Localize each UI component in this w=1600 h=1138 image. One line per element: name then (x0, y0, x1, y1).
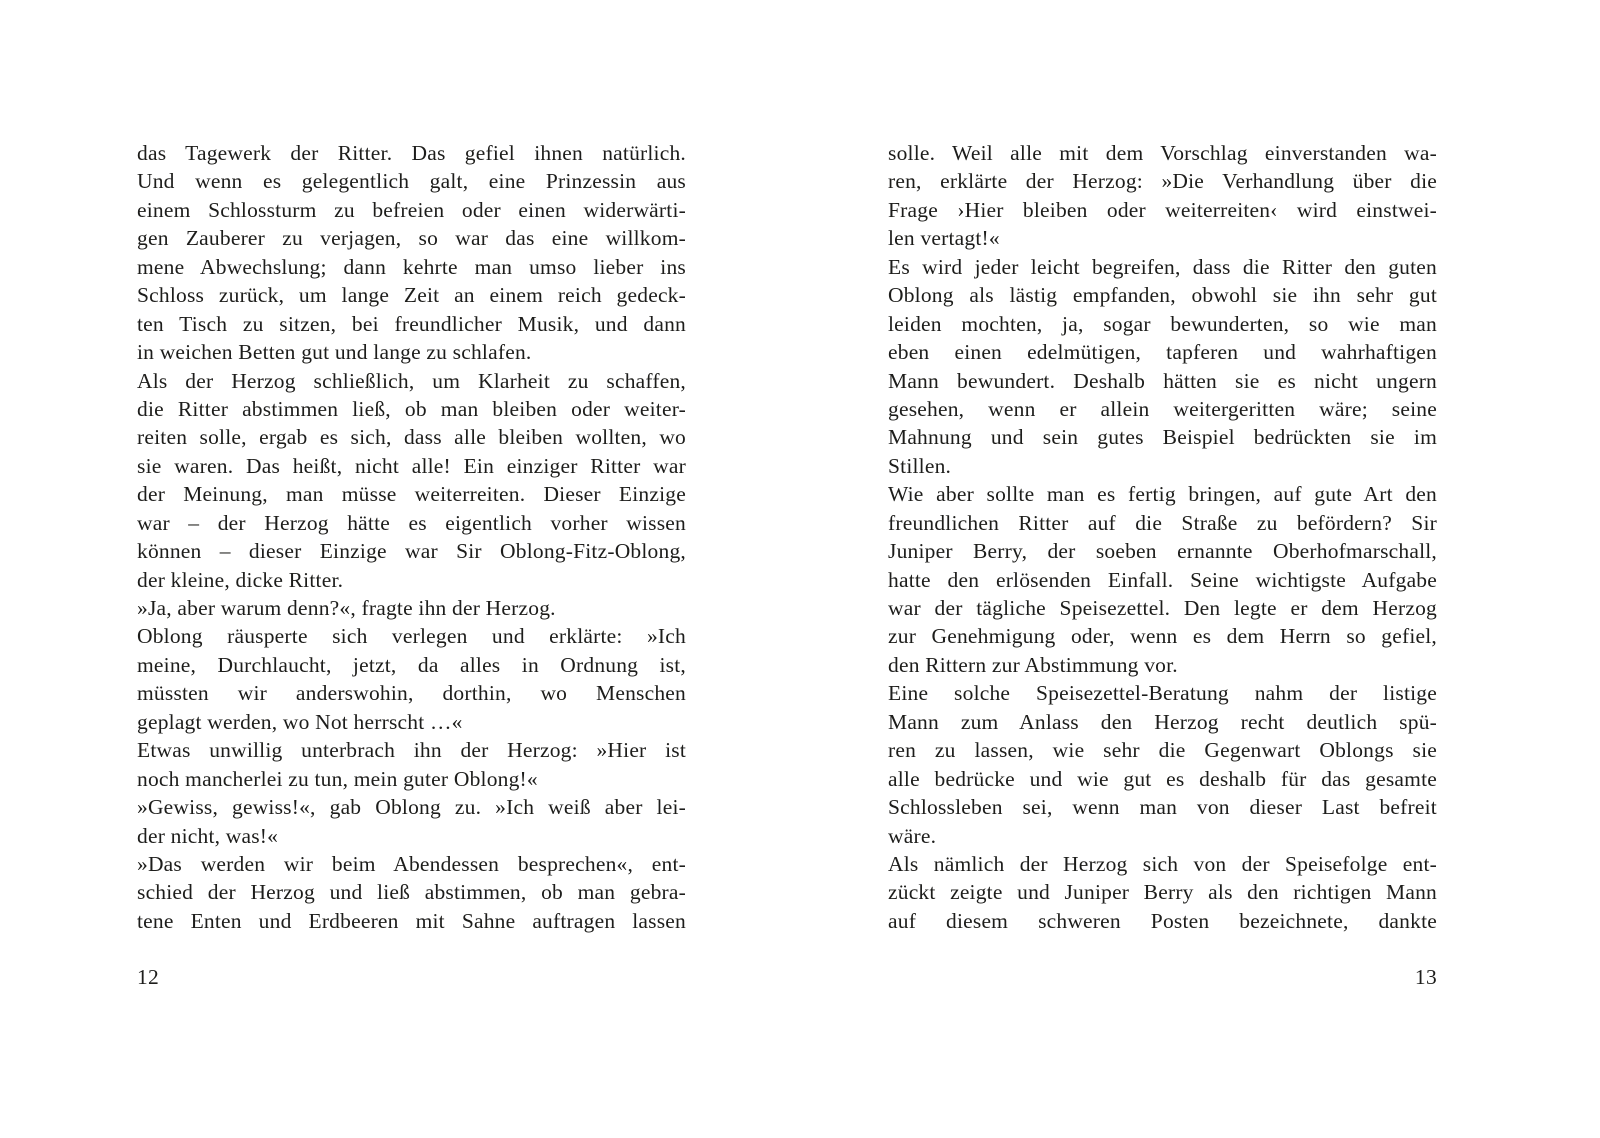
text-line: in weichen Betten gut und lange zu schlafen. (137, 340, 532, 365)
text-line: der nicht, was!« (137, 823, 279, 848)
text-line: war – der Herzog hätte es eigentlich vorher wissen (137, 510, 686, 535)
text-line: »Ja, aber warum denn?«, fragte ihn der Herzog. (137, 596, 556, 620)
text-line: Stillen. (888, 453, 952, 478)
text-line: solle. Weil alle mit dem Vorschlag einverstanden wa- (888, 141, 1437, 165)
text-line: gen Zauberer zu verjagen, so war das eine willkom- (137, 226, 686, 251)
text-line: den Rittern zur Abstimmung vor. (888, 652, 1178, 677)
text-line: auf diesem schweren Posten bezeichnete, dankte (888, 908, 1437, 933)
page-number-left: 12 (137, 965, 160, 989)
text-line: hatte den erlösenden Einfall. Seine wichtigste Aufgabe (888, 567, 1437, 592)
text-line: zur Genehmigung oder, wenn es dem Herrn so gefiel, (888, 624, 1437, 649)
text-line: Mann bewundert. Deshalb hätten sie es nicht ungern (888, 368, 1437, 393)
text-line: Es wird jeder leicht begreifen, dass die Ritter den guten (888, 254, 1437, 279)
text-line: Und wenn es gelegentlich galt, eine Prinzessin aus (137, 169, 686, 194)
page-left-text (137, 139, 686, 935)
text-line: der Meinung, man müsse weiterreiten. Dieser Einzige (137, 482, 686, 507)
text-line: schied der Herzog und ließ abstimmen, ob man gebra- (137, 880, 686, 905)
text-line: Juniper Berry, der soeben ernannte Oberhofmarschall, (888, 539, 1437, 564)
text-line: »Gewiss, gewiss!«, gab Oblong zu. »Ich weiß aber lei- (137, 795, 686, 820)
text-line: Mann zum Anlass den Herzog recht deutlich spü- (888, 709, 1437, 734)
text-line: ren zu lassen, wie sehr die Gegenwart Oblongs sie (888, 738, 1437, 763)
text-line: meine, Durchlaucht, jetzt, da alles in Ordnung ist, (137, 652, 686, 677)
text-line: noch mancherlei zu tun, mein guter Oblong!« (137, 766, 538, 791)
text-line: eben einen edelmütigen, tapferen und wahrhaftigen (888, 340, 1437, 365)
text-line: Schlossleben sei, wenn man von dieser Last befreit (888, 795, 1437, 820)
text-line: das Tagewerk der Ritter. Das gefiel ihnen natürlich. (137, 141, 686, 165)
text-line: Eine solche Speisezettel-Beratung nahm der listige (888, 681, 1437, 706)
text-line: gesehen, wenn er allein weitergeritten wäre; seine (888, 396, 1437, 421)
text-line: Wie aber sollte man es fertig bringen, auf gute Art den (888, 482, 1437, 507)
text-line: Als nämlich der Herzog sich von der Speisefolge ent- (888, 851, 1437, 876)
text-line: Als der Herzog schließlich, um Klarheit zu schaffen, (137, 368, 686, 393)
page-right-text (888, 139, 1437, 935)
text-line: leiden mochten, ja, sogar bewunderten, so wie man (888, 311, 1437, 336)
text-line: Frage ›Hier bleiben oder weiterreiten‹ wird einstwei- (888, 197, 1437, 222)
text-line: sie waren. Das heißt, nicht alle! Ein einziger Ritter war (137, 453, 686, 478)
text-line: Oblong als lästig empfanden, obwohl sie ihn sehr gut (888, 283, 1437, 308)
text-line: Mahnung und sein gutes Beispiel bedrückten sie im (888, 425, 1437, 450)
text-line: Schloss zurück, um lange Zeit an einem reich gedeck- (137, 283, 686, 308)
text-line: mene Abwechslung; dann kehrte man umso lieber ins (137, 254, 686, 279)
text-line: können – dieser Einzige war Sir Oblong-Fitz-Oblong, (137, 539, 686, 564)
text-line: war der tägliche Speisezettel. Den legte er dem Herzog (888, 596, 1437, 620)
text-line: len vertagt!« (888, 226, 1000, 251)
text-line: wäre. (888, 823, 937, 848)
text-line: »Das werden wir beim Abendessen besprechen«, ent- (137, 851, 686, 876)
text-line: einem Schlossturm zu befreien oder einen widerwärti- (137, 197, 686, 222)
text-line: die Ritter abstimmen ließ, ob man bleiben oder weiter- (137, 396, 686, 421)
text-line: geplagt werden, wo Not herrscht …« (137, 709, 463, 734)
text-line: zückt zeigte und Juniper Berry als den richtigen Mann (888, 880, 1437, 905)
text-line: der kleine, dicke Ritter. (137, 567, 344, 592)
text-line: müssten wir anderswohin, dorthin, wo Menschen (137, 681, 686, 706)
text-line: Etwas unwillig unterbrach ihn der Herzog: »Hier ist (137, 738, 686, 763)
text-line: ren, erklärte der Herzog: »Die Verhandlung über die (888, 169, 1437, 194)
page-number-right: 13 (1414, 965, 1437, 989)
text-line: tene Enten und Erdbeeren mit Sahne auftragen lassen (137, 908, 686, 933)
text-line: reiten solle, ergab es sich, dass alle bleiben wollten, wo (137, 425, 686, 450)
text-line: alle bedrücke und wie gut es deshalb für das gesamte (888, 766, 1437, 791)
text-line: Oblong räusperte sich verlegen und erklärte: »Ich (137, 624, 686, 649)
text-line: freundlichen Ritter auf die Straße zu befördern? Sir (888, 510, 1437, 535)
text-line: ten Tisch zu sitzen, bei freundlicher Musik, und dann (137, 311, 686, 336)
